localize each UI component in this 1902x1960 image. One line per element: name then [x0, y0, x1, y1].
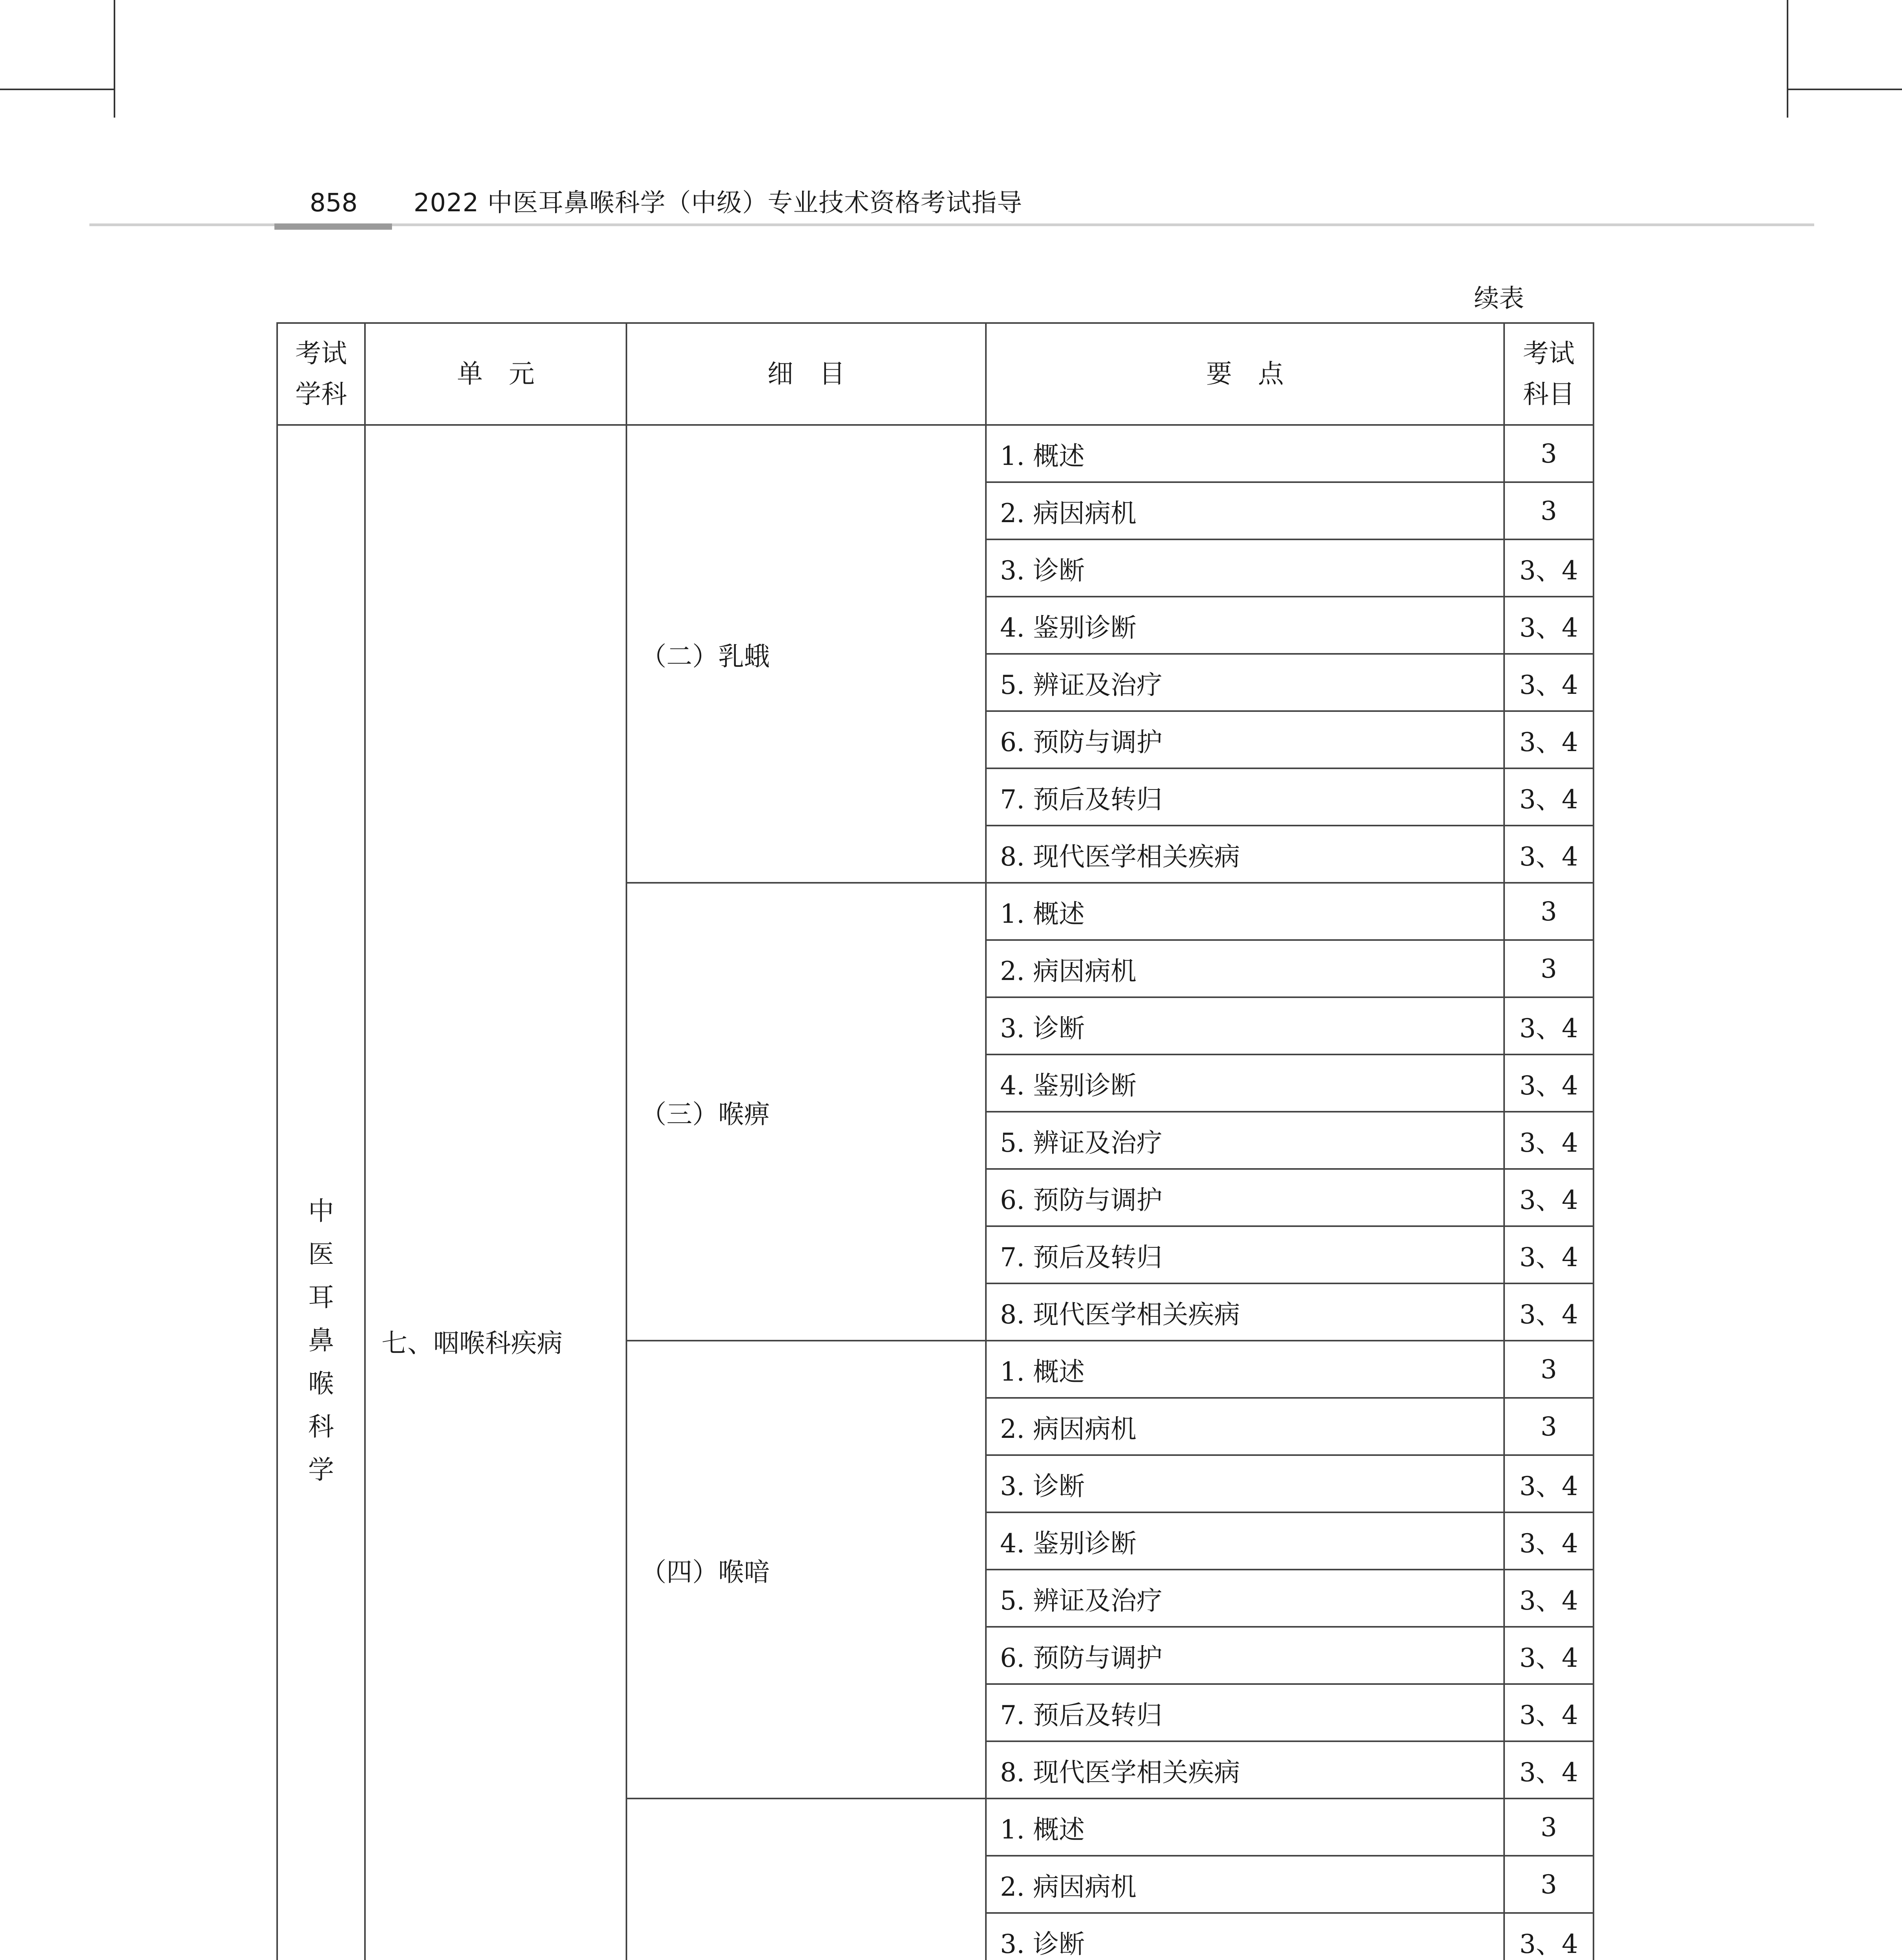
exam-code-cell: 3 — [1504, 883, 1593, 940]
subject-char: 科 — [308, 1412, 334, 1442]
detail-cell: （四）喉喑 — [626, 1341, 986, 1798]
header-point: 要 点 — [986, 323, 1504, 425]
exam-code-cell: 3 — [1504, 1341, 1593, 1398]
detail-cell — [626, 1798, 986, 1960]
exam-code-cell: 3、4 — [1504, 1741, 1593, 1798]
exam-code-cell: 3 — [1504, 940, 1593, 997]
header-unit: 单 元 — [365, 323, 626, 425]
detail-cell: （三）喉痹 — [626, 883, 986, 1341]
header-detail: 细 目 — [626, 323, 986, 425]
exam-code-cell: 3、4 — [1504, 1627, 1593, 1684]
table-body — [277, 425, 1593, 1960]
point-cell: 2. 病因病机 — [986, 1398, 1504, 1455]
header-subject-line: 考试 — [295, 338, 347, 368]
point-cell: 2. 病因病机 — [986, 482, 1504, 539]
exam-code-cell: 3 — [1504, 1398, 1593, 1455]
point-cell: 3. 诊断 — [986, 997, 1504, 1054]
continued-label: 续表 — [1474, 284, 1524, 313]
exam-code-cell: 3、4 — [1504, 1512, 1593, 1570]
point-cell: 5. 辨证及治疗 — [986, 1112, 1504, 1169]
point-cell: 6. 预防与调护 — [986, 1169, 1504, 1226]
exam-code-cell: 3、4 — [1504, 1054, 1593, 1112]
point-cell: 5. 辨证及治疗 — [986, 1570, 1504, 1627]
crop-mark — [0, 89, 114, 90]
table-header-row — [277, 323, 1593, 425]
subject-cell — [277, 425, 365, 1960]
header-subject — [277, 323, 365, 425]
exam-code-cell: 3、4 — [1504, 1226, 1593, 1283]
page-number: 858 — [310, 189, 358, 218]
detail-cell: （二）乳蛾 — [626, 425, 986, 883]
exam-code-cell: 3 — [1504, 425, 1593, 482]
point-cell: 1. 概述 — [986, 1798, 1504, 1856]
exam-code-cell: 3、4 — [1504, 826, 1593, 883]
header-code-line: 科目 — [1523, 379, 1575, 409]
header-rule-accent — [274, 223, 392, 230]
exam-code-cell: 3、4 — [1504, 1169, 1593, 1226]
crop-mark — [114, 0, 115, 118]
running-title: 2022 中医耳鼻喉科学（中级）专业技术资格考试指导 — [414, 189, 1023, 218]
exam-outline-table — [276, 322, 1594, 1960]
point-cell: 8. 现代医学相关疾病 — [986, 826, 1504, 883]
point-cell: 8. 现代医学相关疾病 — [986, 1283, 1504, 1341]
exam-code-cell: 3、4 — [1504, 597, 1593, 654]
point-cell: 3. 诊断 — [986, 1913, 1504, 1960]
point-cell: 7. 预后及转归 — [986, 1226, 1504, 1283]
header-subject-line: 学科 — [295, 379, 347, 409]
crop-mark — [1787, 0, 1788, 118]
point-cell: 5. 辨证及治疗 — [986, 654, 1504, 711]
point-cell: 4. 鉴别诊断 — [986, 1054, 1504, 1112]
point-cell: 8. 现代医学相关疾病 — [986, 1741, 1504, 1798]
point-cell: 1. 概述 — [986, 883, 1504, 940]
subject-char: 耳 — [308, 1282, 334, 1312]
subject-char: 鼻 — [308, 1325, 334, 1356]
subject-char: 中 — [308, 1196, 334, 1226]
exam-code-cell: 3、4 — [1504, 1112, 1593, 1169]
point-cell: 6. 预防与调护 — [986, 711, 1504, 768]
header-code-line: 考试 — [1523, 338, 1575, 368]
exam-code-cell: 3、4 — [1504, 1913, 1593, 1960]
point-cell: 2. 病因病机 — [986, 1856, 1504, 1913]
table-row — [277, 425, 1593, 482]
point-cell: 1. 概述 — [986, 425, 1504, 482]
point-cell: 7. 预后及转归 — [986, 768, 1504, 826]
point-cell: 4. 鉴别诊断 — [986, 597, 1504, 654]
exam-code-cell: 3、4 — [1504, 1455, 1593, 1512]
exam-code-cell: 3、4 — [1504, 1570, 1593, 1627]
point-cell: 7. 预后及转归 — [986, 1684, 1504, 1741]
crop-mark — [1787, 89, 1902, 90]
point-cell: 3. 诊断 — [986, 1455, 1504, 1512]
point-cell: 2. 病因病机 — [986, 940, 1504, 997]
subject-char: 医 — [308, 1239, 334, 1269]
subject-char: 学 — [308, 1455, 334, 1485]
point-cell: 1. 概述 — [986, 1341, 1504, 1398]
exam-code-cell: 3 — [1504, 1798, 1593, 1856]
exam-code-cell: 3、4 — [1504, 997, 1593, 1054]
point-cell: 6. 预防与调护 — [986, 1627, 1504, 1684]
exam-code-cell: 3、4 — [1504, 768, 1593, 826]
point-cell: 3. 诊断 — [986, 539, 1504, 597]
exam-code-cell: 3、4 — [1504, 711, 1593, 768]
exam-code-cell: 3、4 — [1504, 1283, 1593, 1341]
point-cell: 4. 鉴别诊断 — [986, 1512, 1504, 1570]
unit-cell: 七、咽喉科疾病 — [365, 425, 626, 1960]
exam-code-cell: 3 — [1504, 1856, 1593, 1913]
subject-char: 喉 — [308, 1368, 334, 1399]
exam-code-cell: 3、4 — [1504, 539, 1593, 597]
header-code — [1504, 323, 1593, 425]
exam-code-cell: 3 — [1504, 482, 1593, 539]
exam-code-cell: 3、4 — [1504, 654, 1593, 711]
exam-code-cell: 3、4 — [1504, 1684, 1593, 1741]
